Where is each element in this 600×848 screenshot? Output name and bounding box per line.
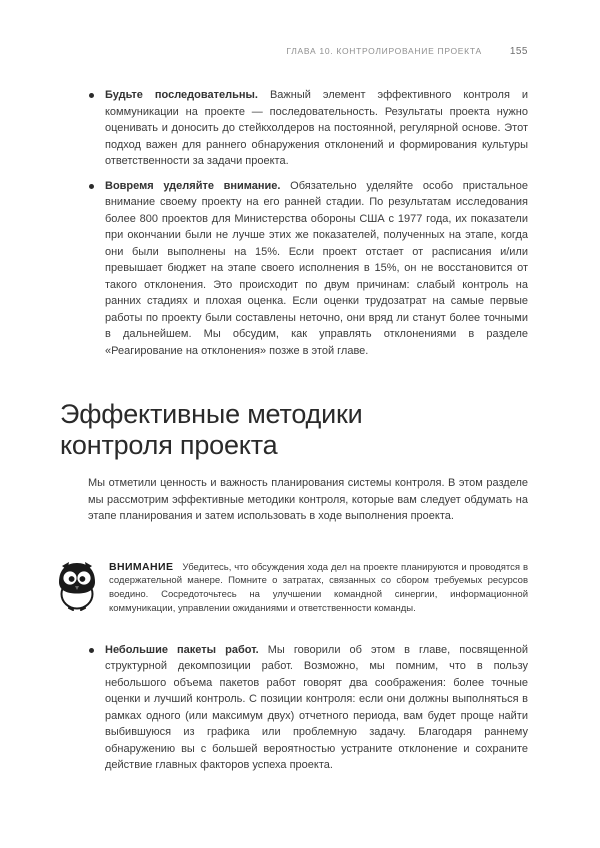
bullet-lead: Небольшие пакеты работ. (105, 643, 259, 656)
chapter-title: ГЛАВА 10. КОНТРОЛИРОВАНИЕ ПРОЕКТА (286, 46, 482, 56)
list-item (88, 178, 528, 360)
intro-paragraph: Мы отметили ценность и важность планирования системы контроля. В этом разделе мы рассмотрим эффективные методики контроля, которые вам следует обдумать на этапе планирования и затем использовать в ходе выполнения проекта. (88, 477, 528, 522)
list-item (88, 87, 528, 170)
bullet-lead: Будьте последовательны. (105, 89, 258, 101)
bullet-text: Мы говорили об этом в главе, посвященной структурной декомпозиции работ. Возможно, мы помним, что в пользу небольшого объема пакетов работ говорят два соображения: более точные оценки и лучший контроль. С позиции контроля: если они должны выполняться в рамках одного (или максимум двух) отчетного периода, вам будет проще найти выбившуюся из графика или проблемную задачу. Благодаря раннему обнаружению вы с большей вероятностью устраните отклонение и сохраните действие главных факторов успеха проекта. (105, 643, 528, 772)
section-heading (60, 399, 528, 461)
page-header (60, 46, 528, 57)
attention-text (109, 559, 528, 616)
bullet-text: Обязательно уделяйте особо пристальное внимание своему проекту на его ранней стадии. По результатам исследования более 800 проектов для Министерства обороны США с 1977 года, их показатели при окончании были не лучше этих же показателей, полученных на этапе, когда они были выполнены на 15%. Если проект отстает от расписания и/или превышает бюджет на этапе своего исполнения в 15%, он не восстановится от такого отклонения. Это происходит по двум причинам: слабый контроль на ранних стадиях и плохая оценка. Если оценки трудозатрат на самые первые работы по проекту были составлены неточно, они вряд ли станут более точными в дальнейшем. Мы обсудим, как управлять отклонениями в разделе «Реагирование на отклонения» позже в этой главе. (105, 179, 528, 357)
attention-body: Убедитесь, что обсуждения хода дел на проекте планируются и проводятся в содержательной манере. Помните о затратах, связанных со сбором требуемых ресурсов воедино. Сосредоточьтесь на улучшении командной синергии, информационной коммуникации, управлении ожиданиями и ответственности команды. (109, 561, 528, 614)
section-heading-line1: Эффективные методики (60, 399, 363, 429)
section-heading-line2: контроля проекта (60, 430, 278, 460)
bullet-list-bottom (88, 642, 528, 774)
attention-label: ВНИМАНИЕ (109, 560, 174, 573)
attention-note (54, 559, 528, 616)
bullet-list-top (88, 87, 528, 359)
bullet-text: Важный элемент эффективного контроля и коммуникации на проекте — последовательность. Результаты проекта нужно оценивать и доносить до стейкхолдеров на постоянной, регулярной основе. Этот подход важен для раннего обнаружения отклонений и формирования культуры ответственности за задачи проекта. (105, 89, 529, 167)
owl-mascot-icon (54, 559, 100, 611)
page-number: 155 (509, 46, 528, 57)
bullet-lead: Вовремя уделяйте внимание. (105, 179, 281, 192)
list-item (88, 642, 528, 774)
